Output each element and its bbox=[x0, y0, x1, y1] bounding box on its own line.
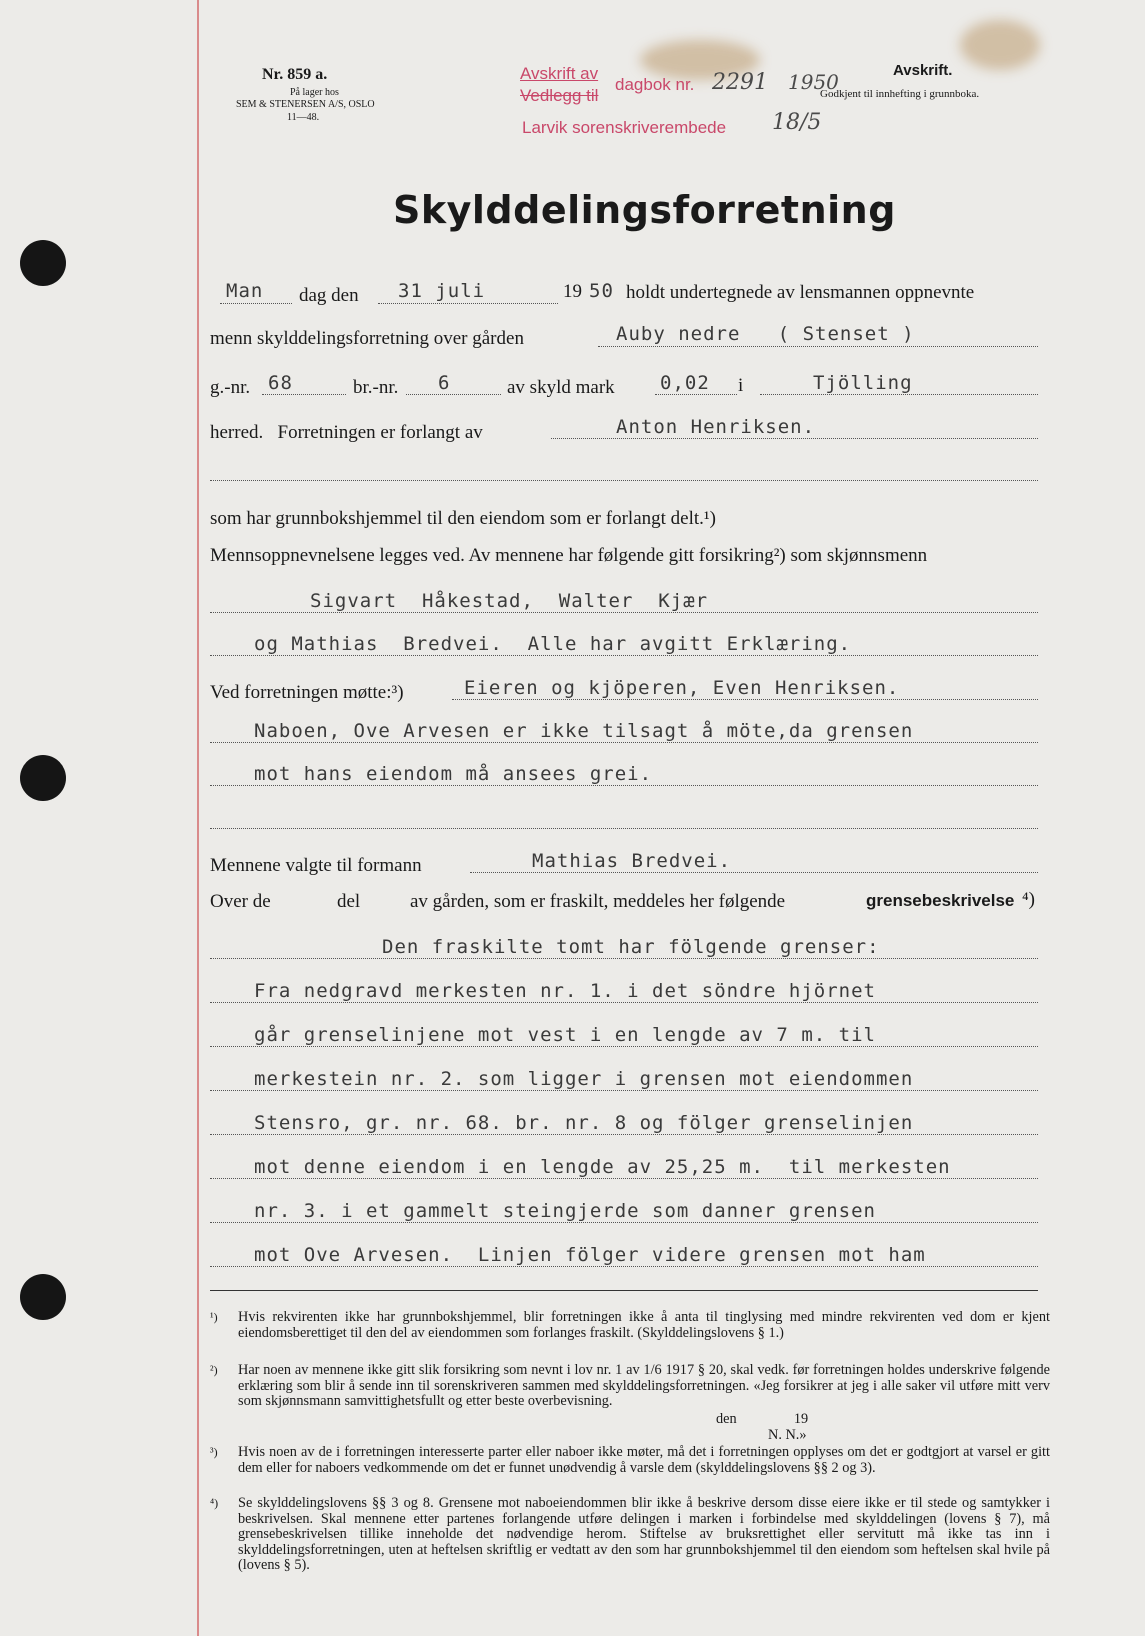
fill-line bbox=[655, 394, 737, 395]
form-date: 11—48. bbox=[287, 112, 320, 123]
fill-line bbox=[551, 438, 1038, 439]
skyld-label: av skyld mark bbox=[507, 377, 615, 398]
fill-line bbox=[210, 1266, 1038, 1267]
footnote-1 bbox=[210, 1309, 1050, 1341]
footnote-2-date: den 19 bbox=[716, 1411, 809, 1427]
fill-line bbox=[210, 655, 1038, 656]
fill-line bbox=[210, 1178, 1038, 1179]
fill-line bbox=[210, 612, 1038, 613]
fill-line bbox=[210, 1090, 1038, 1091]
brnr-typed: 6 bbox=[438, 372, 451, 394]
farm-name-typed: Auby nedre ( Stenset ) bbox=[616, 323, 915, 345]
fill-line bbox=[210, 1002, 1038, 1003]
attendees-typed: Eieren og kjöperen, Even Henriksen. bbox=[464, 677, 900, 699]
line5-text: som har grunnbokshjemmel til den eiendom som er forlangt delt.¹) bbox=[210, 508, 716, 529]
footnote-text: Se skylddelingslovens §§ 3 og 8. Grensene mot naboeiendommen blir ikke å beskrive dersom disse eiere ikke er til stede og samtykker i beskrivelsen. Skal mennene etter partenes forlangende utføre delingen i marken i forbindelse med skylddelingen (lovens § 7), må grensebeskrivelsen tillike inneholde det nødvendige herom. Stiftelse av bruksrettighet eller servitutt må ikke tas inn i skylddelingsforretningen, uten at heftelsen skriftlig er vedtatt av den som har grunnbokshjemmel til den eiendom som heftelsen skal hvile på (lovens § 5). bbox=[238, 1495, 1050, 1573]
stamp-avskrift-av: Avskrift av bbox=[520, 64, 599, 83]
footnote-text: Hvis rekvirenten ikke har grunnbokshjemmel, blir forretningen ikke å anta til tinglysing med mindre rekvirenten ved dom er kjent eiendomsberettiget til den del av eiendommen som forlanges fraskilt. (Skylddelingslovens § 1.) bbox=[238, 1309, 1050, 1341]
boundary-line: mot denne eiendom i en lengde av 25,25 m. til merkesten bbox=[254, 1156, 951, 1178]
fill-line bbox=[598, 346, 1038, 347]
stamp-vedlegg-til: Vedlegg til bbox=[520, 86, 599, 105]
fill-line bbox=[760, 394, 1038, 395]
grensebeskrivelse-label: grensebeskrivelse bbox=[866, 891, 1015, 910]
footnote-2 bbox=[210, 1362, 1050, 1410]
skyld-value-typed: 0,02 bbox=[660, 372, 710, 394]
municipality-typed: Tjölling bbox=[813, 372, 913, 394]
year-prefix: 19 bbox=[563, 281, 582, 302]
over-de-label: Over de bbox=[210, 891, 271, 912]
fill-line bbox=[210, 1222, 1038, 1223]
boundary-line: går grenselinjene mot vest i en lengde av 7 m. til bbox=[254, 1024, 876, 1046]
footnote-rule bbox=[210, 1290, 1038, 1291]
fill-line bbox=[210, 828, 1038, 829]
fill-line bbox=[470, 872, 1038, 873]
line6-text: Mennsoppnevnelsene legges ved. Av mennene har følgende gitt forsikring²) som skjønnsmenn bbox=[210, 545, 928, 566]
fill-line bbox=[262, 394, 346, 395]
attendees-typed-3: mot hans eiendom må ansees grei. bbox=[254, 763, 653, 785]
stamp-date: 18/5 bbox=[772, 110, 822, 135]
boundary-line: merkestein nr. 2. som ligger i grensen mot eiendommen bbox=[254, 1068, 914, 1090]
footnote-text: Har noen av mennene ikke gitt slik forsikring som nevnt i lov nr. 1 av 1/6 1917 § 20, skal vedk. før forretningen holdes underskrive følgende erklæring som blir å sende inn til sorenskriveren sammen med skylddelingsforretningen. «Jeg forsikrer at jeg i alle saker vil utføre mitt verv som skjønnsmann samvittighetsfullt og etter beste overbevisning. bbox=[238, 1362, 1050, 1409]
page-title: Skylddelingsforretning bbox=[393, 188, 896, 232]
form-number: Nr. 859 a. bbox=[262, 66, 328, 83]
line4-text: herred. Forretningen er forlangt av bbox=[210, 422, 483, 443]
boundary-line: Den fraskilte tomt har fölgende grenser: bbox=[382, 936, 880, 958]
gnr-typed: 68 bbox=[268, 372, 293, 394]
line1-text: holdt undertegnede av lensmannen oppnevnte bbox=[626, 282, 975, 303]
stamp-dagbok: dagbok nr. bbox=[615, 75, 695, 94]
label-dag-den: dag den bbox=[299, 285, 359, 306]
form-publisher: SEM & STENERSEN A/S, OSLO bbox=[236, 99, 375, 110]
dagbok-number: 2291 bbox=[712, 70, 768, 95]
attendees-typed-2: Naboen, Ove Arvesen er ikke tilsagt å möte,da grensen bbox=[254, 720, 914, 742]
fill-line bbox=[452, 699, 1038, 700]
footnote-mark: ²) bbox=[210, 1363, 218, 1377]
avskrift-label: Avskrift. bbox=[893, 62, 953, 79]
line2-text: menn skylddelingsforretning over gården bbox=[210, 328, 524, 349]
year-typed: 50 bbox=[589, 280, 614, 302]
footnote-mark: ¹) bbox=[210, 1310, 218, 1324]
footnote-4 bbox=[210, 1495, 1050, 1574]
godkjent-label: Godkjent til innhefting i grunnboka. bbox=[820, 88, 980, 100]
fill-line bbox=[378, 303, 558, 304]
fill-line bbox=[210, 480, 1038, 481]
fill-line bbox=[220, 303, 292, 304]
boundary-line: nr. 3. i et gammelt steingjerde som danner grensen bbox=[254, 1200, 876, 1222]
footnote-mark: ³) bbox=[210, 1445, 218, 1459]
fill-line bbox=[210, 742, 1038, 743]
fill-line bbox=[406, 394, 501, 395]
punch-hole-bottom bbox=[20, 1274, 66, 1320]
fill-line bbox=[210, 785, 1038, 786]
margin-rule bbox=[197, 0, 199, 1636]
footnote-ref-4: ⁴) bbox=[1022, 889, 1035, 910]
stain bbox=[960, 20, 1040, 70]
boundary-line: Fra nedgravd merkesten nr. 1. i det söndre hjörnet bbox=[254, 980, 876, 1002]
brnr-label: br.-nr. bbox=[353, 377, 399, 398]
date-typed: 31 juli bbox=[398, 280, 486, 302]
gnr-label: g.-nr. bbox=[210, 377, 251, 398]
footnote-3 bbox=[210, 1444, 1050, 1476]
punch-hole-middle bbox=[20, 755, 66, 801]
appraisers-typed-2: og Mathias Bredvei. Alle har avgitt Erklæring. bbox=[254, 633, 852, 655]
stamp-larvik: Larvik sorenskriverembede bbox=[522, 118, 727, 137]
punch-hole-top bbox=[20, 240, 66, 286]
appraisers-typed: Sigvart Håkestad, Walter Kjær bbox=[310, 590, 709, 612]
footnote-mark: ⁴) bbox=[210, 1496, 219, 1510]
line13-text: av gården, som er fraskilt, meddeles her følgende bbox=[410, 891, 786, 912]
boundary-line: Stensro, gr. nr. 68. br. nr. 8 og fölger grenselinjen bbox=[254, 1112, 914, 1134]
footnote-2-signature: N. N.» bbox=[768, 1427, 807, 1443]
fill-line bbox=[210, 958, 1038, 959]
form-publisher-line: På lager hos bbox=[290, 87, 339, 98]
day-typed: Man bbox=[226, 280, 264, 302]
chairman-label: Mennene valgte til formann bbox=[210, 855, 422, 876]
del-label: del bbox=[337, 891, 361, 912]
footnote-text: Hvis noen av de i forretningen interesserte parter eller naboer ikke møter, må det i forretningen opplyses om det er godtgjort at varsel er gitt dem eller for naboers vedkommende om det er funnet unødvendig å varsle dem (skylddelingslovens §§ 2 og 3). bbox=[238, 1444, 1050, 1476]
fill-line bbox=[210, 1134, 1038, 1135]
attendees-label: Ved forretningen møtte:³) bbox=[210, 682, 404, 703]
dagbok-year: 1950 bbox=[788, 70, 839, 94]
fill-line bbox=[210, 1046, 1038, 1047]
label-i: i bbox=[738, 375, 744, 396]
boundary-line: mot Ove Arvesen. Linjen fölger videre grensen mot ham bbox=[254, 1244, 926, 1266]
chairman-typed: Mathias Bredvei. bbox=[532, 850, 732, 872]
requester-typed: Anton Henriksen. bbox=[616, 416, 816, 438]
